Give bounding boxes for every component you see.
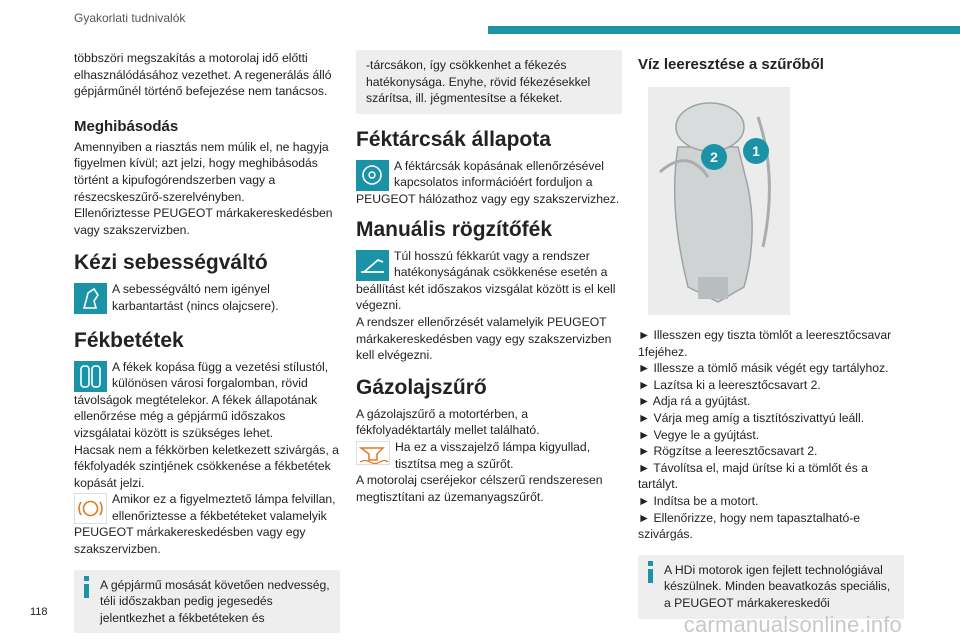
brake-pads-block (74, 359, 340, 442)
step-item: ► Távolítsa el, majd ürítse ki a tömlőt és a tartályt. (638, 460, 868, 492)
step-item: ► Illesszen egy tiszta tömlőt a leeresztőcsavar 1fejéhez. (638, 328, 892, 359)
brake-warning-lamp-icon (74, 493, 107, 524)
gearbox-icon (74, 283, 107, 314)
info-hdi-text: A HDi motorok igen fejlett technológiával készülnek. Minden beavatkozás speciális, a PEUGEOT márkakereskedői (664, 562, 891, 610)
step-item: ► Ellenőrizze, hogy nem tapasztalható-e szivárgás. (638, 510, 861, 542)
info-icon (82, 576, 92, 598)
parking-brake-icon (356, 250, 389, 281)
brake-disc-icon (356, 160, 389, 191)
brake-lamp-text: Amikor ez a figyelmeztető lámpa felvillan, ellenőriztesse a fékbetéteket valamelyik PEUGEOT márkakereskedésben vagy egy szakszervizben. (74, 492, 336, 557)
photo-label-2: 2 (710, 149, 718, 165)
info-icon (646, 561, 656, 583)
header-accent-bar (488, 26, 960, 34)
drain-water-heading: Víz leeresztése a szűrőből (638, 56, 824, 73)
info-box-hdi (638, 555, 904, 619)
parking-brake-text-2: A rendszer ellenőrzését valamelyik PEUGEOT márkakereskedésben vagy egy szakszervizben kell elvégezni. (356, 314, 612, 363)
parking-brake-text: Túl hosszú fékkarút vagy a rendszer hatékonyságának csökkenése esetén a beállítást két időszakos vizsgálat között is el kell végezni. (356, 248, 616, 313)
brake-pads-heading: Fékbetétek (74, 328, 184, 352)
continued-text: -tárcsákon, így csökkenhet a fékezés hatékonysága. Enyhe, rövid fékezésekkel szárítsa, ill. jégmentesítse a fékeket. (366, 58, 591, 106)
diesel-lamp-block (356, 439, 622, 472)
column-3 (638, 50, 904, 619)
manual-gearbox-text: A sebességváltó nem igényel karbantartást (nincs olajcsere). (112, 282, 279, 313)
brake-pads-text: A fékek kopása függ a vezetési stílustól, különösen városi forgalomban, rövid távolságok megtételekor. A fékek állapotának ellenőrzése még a gépjármű időszakos vizsgálatai között is szükséges lehet. (74, 359, 329, 440)
parking-brake-block (356, 248, 622, 314)
running-header: Gyakorlati tudnivalók (74, 11, 186, 25)
info-box-washing (74, 570, 340, 634)
fault-heading: Meghibásodás (74, 117, 179, 135)
manual-gearbox-heading: Kézi sebességváltó (74, 251, 268, 275)
step-item: ► Várja meg amíg a tisztítószivattyú leáll. (638, 410, 865, 425)
brake-discs-heading: Féktárcsák állapota (356, 127, 551, 151)
diesel-filter-heading: Gázolajszűrő (356, 375, 487, 399)
fuel-filter-photo (648, 87, 790, 315)
step-item: ► Lazítsa ki a leeresztőcsavart 2. (638, 377, 821, 392)
intro-paragraph: többszöri megszakítás a motorolaj idő előtti elhasználódásához vezethet. A regenerálás álló gépjárműnél történő befejezése nem tanácsos. (74, 51, 332, 99)
column-1 (74, 50, 340, 633)
diesel-filter-text-2: A motorolaj cseréjekor célszerű rendszeresen megtisztítani az üzemanyagszűrőt. (356, 473, 603, 504)
brake-discs-text: A féktárcsák kopásának ellenőrzésével kapcsolatos információért forduljon a PEUGEOT hálózathoz vagy egy szakszervizhez. (356, 158, 620, 206)
water-in-fuel-lamp-icon (356, 441, 390, 465)
drain-steps-list (638, 327, 904, 543)
brake-discs-block (356, 158, 622, 208)
parking-brake-heading: Manuális rögzítőfék (356, 217, 553, 241)
step-item: ► Vegye le a gyújtást. (638, 427, 760, 442)
column-2 (356, 50, 622, 505)
fault-text: Amennyiben a riasztás nem múlik el, ne hagyja figyelmen kívül; azt jelzi, hogy meghibásodás történt a kipufogórendszerben vagy a részecskeszűrő-szerelvényben. (74, 139, 329, 204)
page-number: 118 (30, 606, 48, 618)
fault-text-2: Ellenőriztesse PEUGEOT márkakereskedésben vagy szakszervizben. (74, 206, 333, 237)
brake-pads-text-2: Hacsak nem a fékkörben keletkezett szivárgás, a fékfolyadék szintjének csökkenése a fékbetétek kopását jelzi. (74, 442, 339, 490)
photo-label-1: 1 (752, 143, 760, 159)
step-item: ► Indítsa be a motort. (638, 493, 759, 508)
info-washing-text: A gépjármű mosását követően nedvesség, téli időszakban pedig jegesedés jelentkezhet a fékbetéteken és (100, 577, 330, 625)
manual-gearbox-block (74, 281, 340, 314)
step-item: ► Adja rá a gyújtást. (638, 394, 751, 409)
step-item: ► Rögzítse a leeresztőcsavart 2. (638, 444, 818, 459)
watermark: carmanualsonline.info (683, 612, 902, 637)
brake-lamp-block (74, 491, 340, 557)
step-item: ► Illessze a tömlő másik végét egy tartályhoz. (638, 361, 889, 376)
diesel-lamp-text: Ha ez a visszajelző lámpa kigyullad, tisztítsa meg a szűrőt. (395, 439, 591, 471)
diesel-filter-text: A gázolajszűrő a motortérben, a fékfolyadéktartály mellet található. (356, 406, 540, 438)
brake-pad-icon (74, 361, 107, 392)
continued-box (356, 50, 622, 114)
